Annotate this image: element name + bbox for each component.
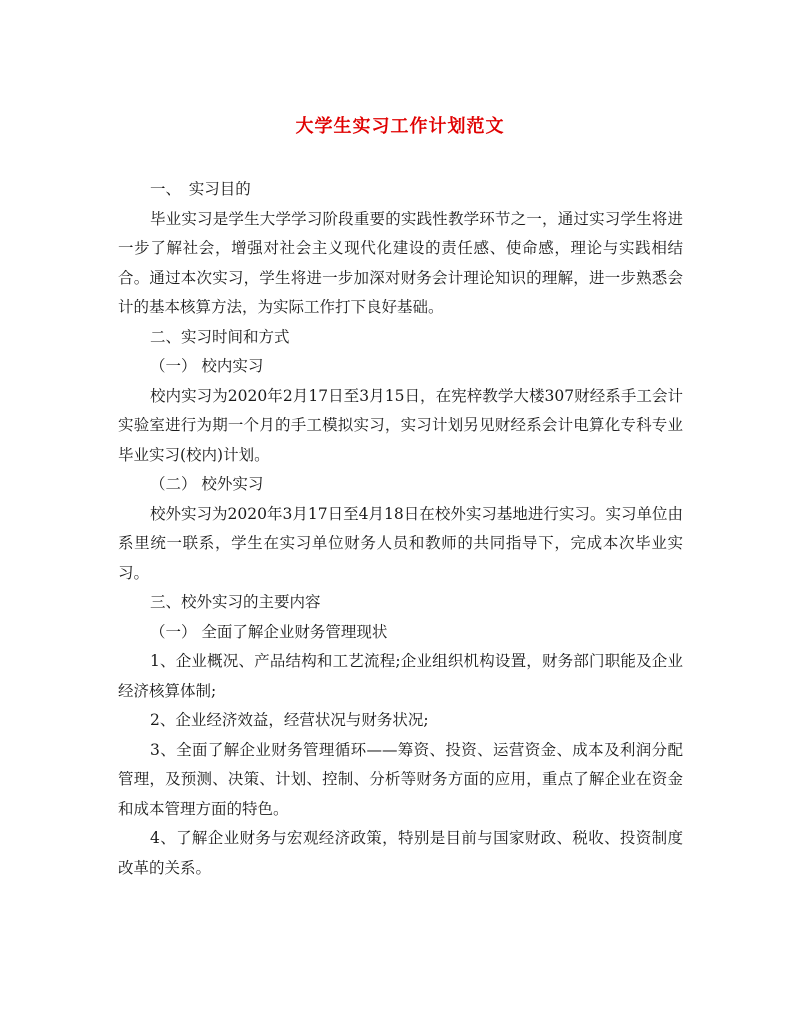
document-body [118,175,683,883]
document-title: 大学生实习工作计划范文 [295,116,505,137]
paragraph-off-campus: 校外实习为2020年3月17日至4月18日在校外实习基地进行实习。实习单位由系里统一联系，学生在实习单位财务人员和教师的共同指导下，完成本次毕业实习。 [118,504,683,582]
section-heading-time-method: 二、实习时间和方式 [150,327,290,346]
list-item-1: 1、企业概况、产品结构和工艺流程;企业组织机构设置，财务部门职能及企业经济核算体制; [118,652,683,700]
paragraph-purpose: 毕业实习是学生大学学习阶段重要的实践性教学环节之一，通过实习学生将进一步了解社会，增强对社会主义现代化建设的责任感、使命感，理论与实践相结合。通过本次实习，学生将进一步加深对财务会计理论知识的理解，进一步熟悉会计的基本核算方法，为实际工作打下良好基础。 [118,209,683,316]
subsection-heading-on-campus: （一） 校内实习 [150,357,264,375]
section-heading-main-content: 三、校外实习的主要内容 [150,593,321,611]
list-item-4: 4、了解企业财务与宏观经济政策，特别是目前与国家财政、税收、投资制度改革的关系。 [118,829,683,877]
subsection-heading-off-campus: （二） 校外实习 [150,475,264,493]
paragraph-on-campus: 校内实习为2020年2月17日至3月15日，在宪梓教学大楼307财经系手工会计实验室进行为期一个月的手工模拟实习，实习计划另见财经系会计电算化专科专业毕业实习(校内)计划。 [118,386,683,464]
subsection-heading-finance-status: （一） 全面了解企业财务管理现状 [150,622,388,641]
list-item-3: 3、全面了解企业财务管理循环——筹资、投资、运营资金、成本及利润分配管理，及预测、决策、计划、控制、分析等财务方面的应用，重点了解企业在资金和成本管理方面的特色。 [118,740,683,818]
list-item-2: 2、企业经济效益，经营状况与财务状况; [150,711,429,729]
section-heading-purpose: 一、 实习目的 [150,180,251,198]
